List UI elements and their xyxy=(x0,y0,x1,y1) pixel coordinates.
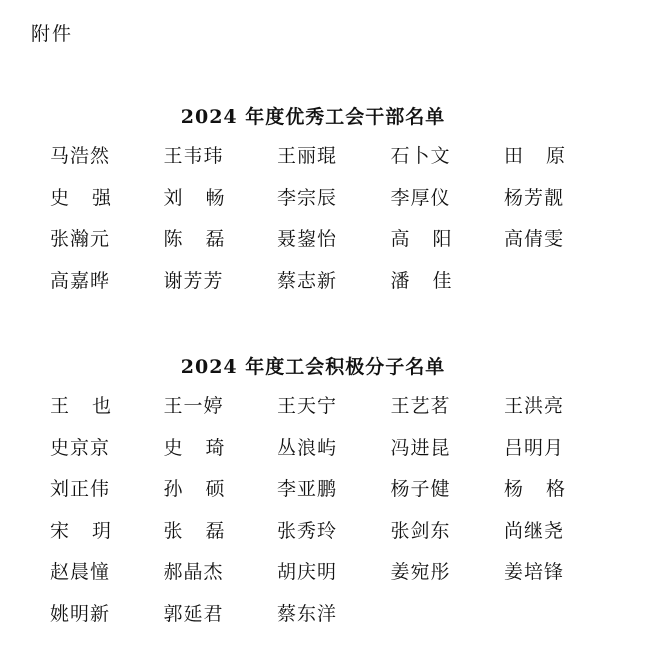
name-entry: 王洪亮 xyxy=(504,395,565,417)
name-list-active-members xyxy=(50,393,618,643)
name-entry: 王 也 xyxy=(50,395,112,417)
name-entry: 王韦玮 xyxy=(163,145,224,167)
name-entry: 张 磊 xyxy=(163,519,226,542)
name-entry: 李宗辰 xyxy=(277,186,338,209)
name-entry: 尚继尧 xyxy=(504,519,565,542)
name-entry: 姚明新 xyxy=(50,602,111,625)
name-entry: 杨芳靓 xyxy=(504,186,565,209)
name-entry: 冯进昆 xyxy=(390,436,451,459)
name-entry: 胡庆明 xyxy=(277,561,338,584)
name-entry: 李厚仪 xyxy=(390,186,451,209)
name-entry: 郭延君 xyxy=(163,602,224,625)
name-entry: 李亚鹏 xyxy=(277,478,338,501)
name-entry: 蔡志新 xyxy=(277,269,338,292)
attachment-label: 附件 xyxy=(31,23,74,45)
name-entry: 丛浪屿 xyxy=(277,436,338,459)
name-entry: 张剑东 xyxy=(390,519,451,542)
name-entry: 聂鋆怡 xyxy=(277,228,338,251)
name-entry: 史 强 xyxy=(50,186,112,209)
name-entry: 杨 格 xyxy=(504,478,566,501)
name-entry: 刘正伟 xyxy=(50,478,111,501)
name-entry: 姜培锋 xyxy=(504,561,565,584)
name-entry: 潘 佳 xyxy=(390,269,453,292)
name-entry: 史 琦 xyxy=(163,436,226,459)
name-entry: 高 阳 xyxy=(390,228,453,251)
name-entry: 高嘉晔 xyxy=(50,269,111,292)
name-entry: 杨子健 xyxy=(390,478,451,501)
name-entry: 孙 硕 xyxy=(163,478,226,501)
name-entry: 张瀚元 xyxy=(50,228,111,251)
name-list-outstanding-cadres xyxy=(50,143,618,309)
name-entry: 刘 畅 xyxy=(163,186,226,209)
name-entry: 赵晨憧 xyxy=(50,561,111,584)
section-title-outstanding-cadres: 2024 年度优秀工会干部名单 xyxy=(180,106,446,128)
name-entry: 高倩雯 xyxy=(504,228,565,251)
name-entry: 田 原 xyxy=(504,145,566,167)
name-entry: 宋 玥 xyxy=(50,519,112,542)
name-entry: 陈 磊 xyxy=(163,228,226,251)
name-entry: 王天宁 xyxy=(277,395,338,417)
name-entry: 王丽琨 xyxy=(277,145,338,167)
name-entry: 史京京 xyxy=(50,436,111,459)
name-entry: 谢芳芳 xyxy=(163,269,224,292)
name-entry: 石卜文 xyxy=(390,145,451,167)
name-entry: 吕明月 xyxy=(504,436,565,459)
name-entry: 姜宛彤 xyxy=(390,561,451,584)
name-entry: 张秀玲 xyxy=(277,519,338,542)
name-entry: 马浩然 xyxy=(50,145,111,167)
section-title-active-members: 2024 年度工会积极分子名单 xyxy=(180,356,446,378)
name-entry: 蔡东洋 xyxy=(277,602,338,625)
name-entry: 王艺茗 xyxy=(390,395,451,417)
name-entry: 郝晶杰 xyxy=(163,561,224,584)
name-entry: 王一婷 xyxy=(163,395,224,417)
